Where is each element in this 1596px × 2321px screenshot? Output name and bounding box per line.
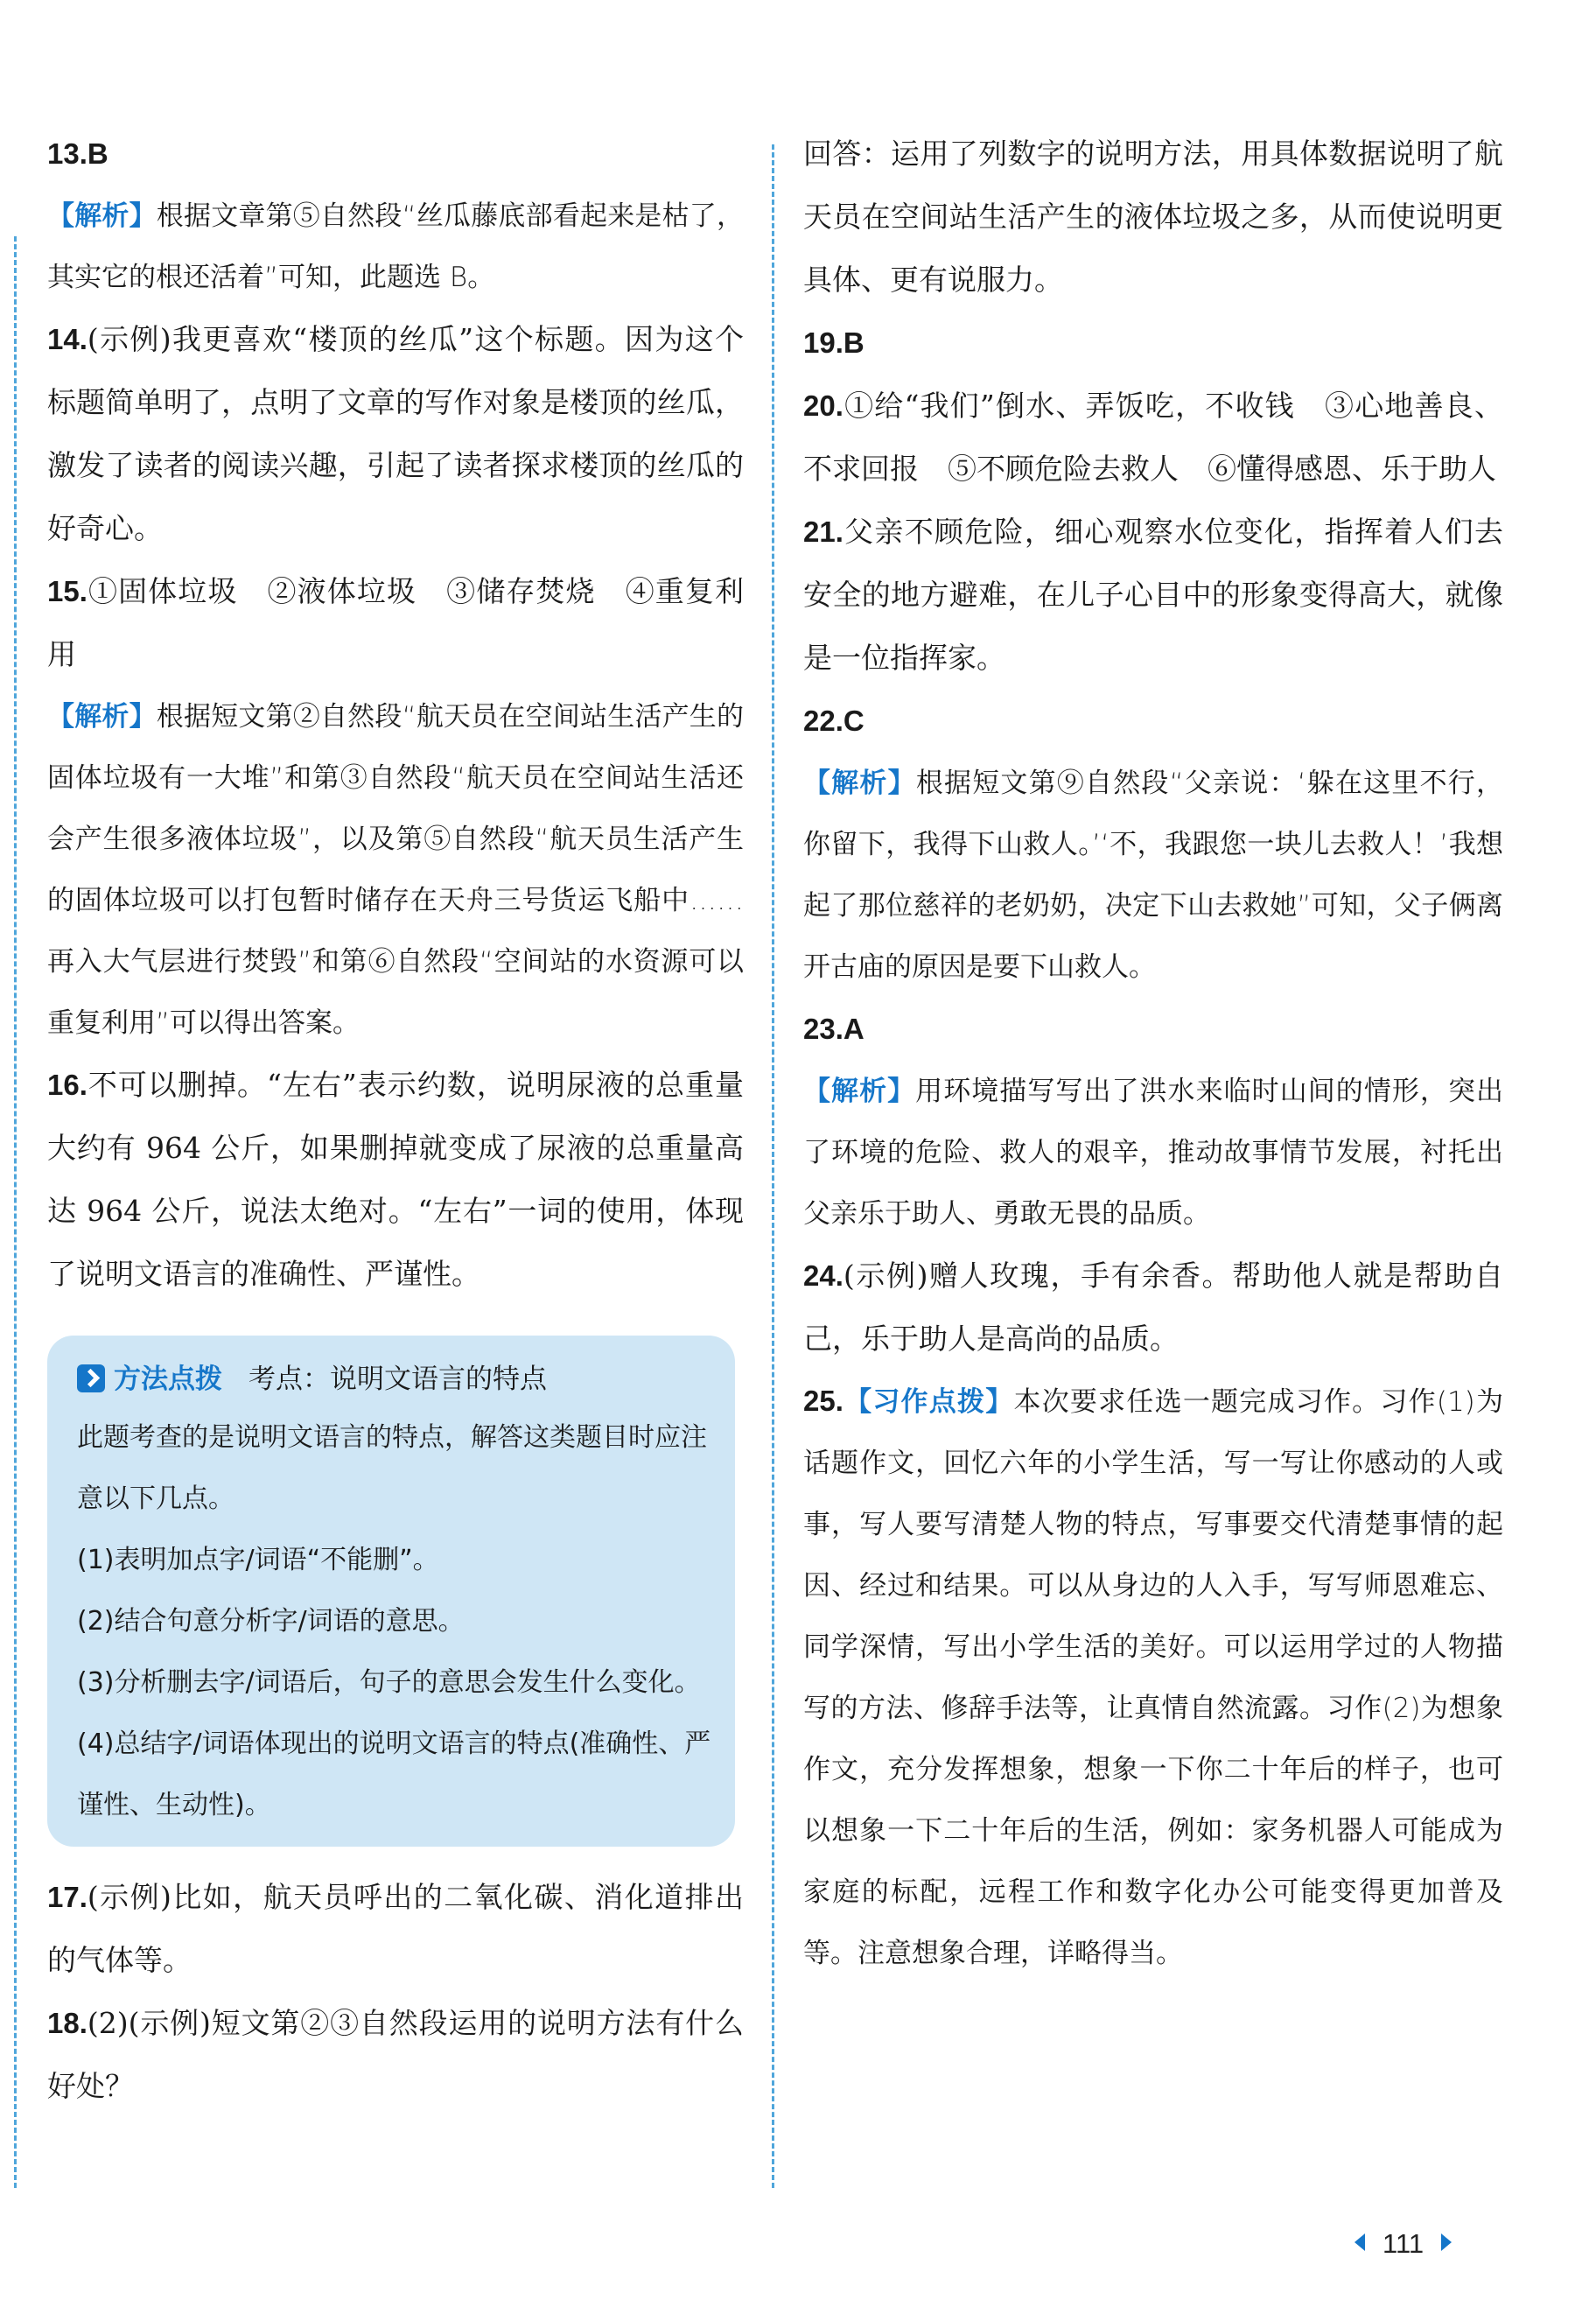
method-tip-point: (1)表明加点字/词语“不能删”。 xyxy=(77,1545,439,1575)
explanation-23: 【解析】用环境描写写出了洪水来临时山间的情形，突出了环境的危险、救人的艰辛，推动故事情节发展，衬托出父亲乐于助人、勇敢无畏的品质。 xyxy=(803,1076,1504,1230)
method-tip-kaodian: 考点：说明文语言的特点 xyxy=(248,1364,547,1395)
answer-17: 17.(示例)比如，航天员呼出的二氧化碳、消化道排出的气体等。 xyxy=(47,1880,744,1977)
method-tip-point: (3)分析删去字/词语后，句子的意思会发生什么变化。 xyxy=(77,1667,701,1698)
explanation-22: 【解析】根据短文第⑨自然段“父亲说：‘躲在这里不行，你留下，我得下山救人。’‘不，我跟您一块儿去救人！’我想起了那位慈祥的老奶奶，决定下山去救她”可知，父子俩离开古庙的原因是要下山救人。 xyxy=(803,768,1503,983)
answer-23: 23.A xyxy=(803,1013,864,1045)
explanation-15: 【解析】根据短文第②自然段“航天员在空间站生活产生的固体垃圾有一大堆”和第③自然段“航天员在空间站生活还会产生很多液体垃圾”，以及第⑤自然段“航天员生活产生的固体垃圾可以打包暂时储存在天舟三号货运飞船中……再入大气层进行焚毁”和第⑥自然段“空间站的水资源可以重复利用”可以得出答案。 xyxy=(47,701,745,1039)
column-divider-dashed-line xyxy=(772,144,774,2188)
answer-25: 25.【习作点拨】本次要求任选一题完成习作。习作(1)为话题作文，回忆六年的小学生活，写一写让你感动的人或事，写人要写清楚人物的特点，写事要交代清楚事情的起因、经过和结果。可以从身边的人入手，写写师恩难忘、同学深情，写出小学生活的美好。可以运用学过的人物描写的方法、修辞手法等，让真情自然流露。习作(2)为想象作文，充分发挥想象，想象一下你二十年后的样子，也可以想象一下二十年后的生活，例如：家务机器人可能成为家庭的标配，远程工作和数字化办公可能变得更加普及等。注意想象合理，详略得当。 xyxy=(803,1385,1503,1969)
prev-page-arrow-icon[interactable] xyxy=(1354,2233,1365,2251)
answer-24: 24.(示例)赠人玫瑰，手有余香。帮助他人就是帮助自己，乐于助人是高尚的品质。 xyxy=(803,1259,1503,1356)
answer-18-continued: 回答：运用了列数字的说明方法，用具体数据说明了航天员在空间站生活产生的液体垃圾之多，从而使说明更具体、更有说服力。 xyxy=(803,137,1503,297)
answer-16: 16.不可以删掉。“左右”表示约数，说明尿液的总重量大约有 964 公斤，如果删掉就变成了尿液的总重量高达 964 公斤，说法太绝对。“左右”一词的使用，体现了说明文语言的准确性、严谨性。 xyxy=(47,1068,744,1291)
answer-13: 13.B xyxy=(47,137,108,170)
page-number-nav xyxy=(1354,2228,1452,2260)
chevron-right-icon xyxy=(77,1364,105,1392)
answer-15: 15.①固体垃圾 ②液体垃圾 ③储存焚烧 ④重复利用 xyxy=(47,574,744,671)
method-tip-point: (2)结合句意分析字/词语的意思。 xyxy=(77,1606,465,1637)
method-tip-point: (4)总结字/词语体现出的说明文语言的特点(准确性、严谨性、生动性)。 xyxy=(77,1728,711,1820)
answer-21: 21.父亲不顾危险，细心观察水位变化，指挥着人们去安全的地方避难，在儿子心目中的形象变得高大，就像是一位指挥家。 xyxy=(803,515,1503,675)
answer-20: 20.①给“我们”倒水、弄饭吃，不收钱 ③心地善良、不求回报 ⑤不顾危险去救人 ⑥懂得感恩、乐于助人 xyxy=(803,389,1503,486)
page-number: 111 xyxy=(1382,2228,1424,2259)
explanation-13: 【解析】根据文章第⑤自然段“丝瓜藤底部看起来是枯了，其实它的根还活着”可知，此题选 B。 xyxy=(47,200,745,293)
method-tip-box xyxy=(47,1336,735,1847)
answer-19: 19.B xyxy=(803,326,864,359)
next-page-arrow-icon[interactable] xyxy=(1441,2233,1452,2251)
method-tip-intro: 此题考查的是说明文语言的特点，解答这类题目时应注意以下几点。 xyxy=(77,1422,707,1514)
method-tip-header xyxy=(77,1351,716,1407)
right-column xyxy=(803,123,1503,1984)
method-tip-title: 方法点拨 xyxy=(114,1364,222,1395)
left-margin-dashed-line xyxy=(14,236,17,2188)
answer-14: 14.(示例)我更喜欢“楼顶的丝瓜”这个标题。因为这个标题简单明了，点明了文章的写作对象是楼顶的丝瓜，激发了读者的阅读兴趣，引起了读者探求楼顶的丝瓜的好奇心。 xyxy=(47,322,744,545)
answer-22: 22.C xyxy=(803,705,864,737)
left-column xyxy=(47,123,744,2118)
answer-18: 18.(2)(示例)短文第②③自然段运用的说明方法有什么好处？ xyxy=(47,2006,744,2103)
